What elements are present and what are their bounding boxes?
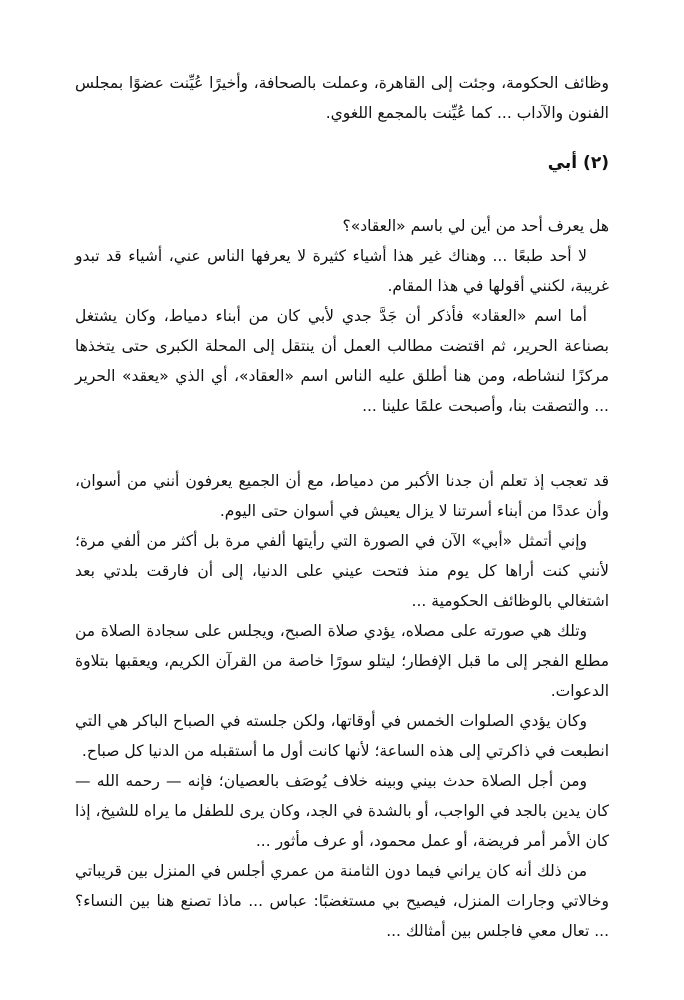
section-part-one <box>75 211 609 421</box>
paragraph: قد تعجب إذ تعلم أن جدنا الأكبر من دمياط، مع أن الجميع يعرفون أنني من أسوان، وأن عددًا من أبناء أسرتنا لا يزال يعيش في أسوان حتى اليوم. <box>75 472 609 520</box>
paragraph: وكان يؤدي الصلوات الخمس في أوقاتها، ولكن جلسته في الصباح الباكر هي التي انطبعت في ذاكرتي إلى هذه الساعة؛ لأنها كانت أول ما أستقبله من الدنيا كل صباح. <box>75 712 609 760</box>
intro-text <box>75 68 609 128</box>
paragraph: ومن أجل الصلاة حدث بيني وبينه خلاف يُوصَف بالعصيان؛ فإنه — رحمه الله — كان يدين بالجد في الواجب، أو بالشدة في الجد، وكان يرى للطفل ما يراه للشيخ، إذا كان الأمر أمر فريضة، أو عمل محمود، أو عرف مأثور ... <box>75 772 609 850</box>
paragraph: من ذلك أنه كان يراني فيما دون الثامنة من عمري أجلس في المنزل بين قريباتي وخالاتي وجارات المنزل، فيصيح بي مستغضبًا: عباس ... ماذا تصنع هنا بين النساء؟ ... تعال معي فاجلس بين أمثالك ... <box>75 862 609 940</box>
paragraph: لا أحد طبعًا ... وهناك غير هذا أشياء كثيرة لا يعرفها الناس عني، أشياء قد تبدو غريبة، لكنني أقولها في هذا المقام. <box>75 247 609 295</box>
section-heading: (٢) أبي <box>547 153 609 173</box>
section-part-two <box>75 466 609 946</box>
paragraph: وإني أتمثل «أبي» الآن في الصورة التي رأيتها ألفي مرة بل أكثر من ألفي مرة؛ لأنني كنت أراها كل يوم منذ فتحت عيني على الدنيا، إلى أن فارقت بلدتي بعد اشتغالي بالوظائف الحكومية ... <box>75 532 609 610</box>
paragraph: هل يعرف أحد من أين لي باسم «العقاد»؟ <box>342 217 609 235</box>
intro-paragraph: وظائف الحكومة، وجئت إلى القاهرة، وعملت بالصحافة، وأخيرًا عُيِّنت عضوًا بمجلس الفنون والآداب ... كما عُيِّنت بالمجمع اللغوي. <box>75 74 609 122</box>
paragraph: أما اسم «العقاد» فأذكر أن جَدَّ جدي لأبي كان من أبناء دمياط، وكان يشتغل بصناعة الحرير، ثم اقتضت مطالب العمل أن ينتقل إلى المحلة الكبرى حتى يتخذها مركزًا لنشاطه، ومن هنا أطلق عليه الناس اسم «العقاد»، أي الذي «يعقد» الحرير ... والتصقت بنا، وأصبحت علمًا علينا ... <box>75 307 609 415</box>
paragraph: وتلك هي صورته على مصلاه، يؤدي صلاة الصبح، ويجلس على سجادة الصلاة من مطلع الفجر إلى ما قبل الإفطار؛ ليتلو سورًا خاصة من القرآن الكريم، ويعقبها بتلاوة الدعوات. <box>75 622 609 700</box>
